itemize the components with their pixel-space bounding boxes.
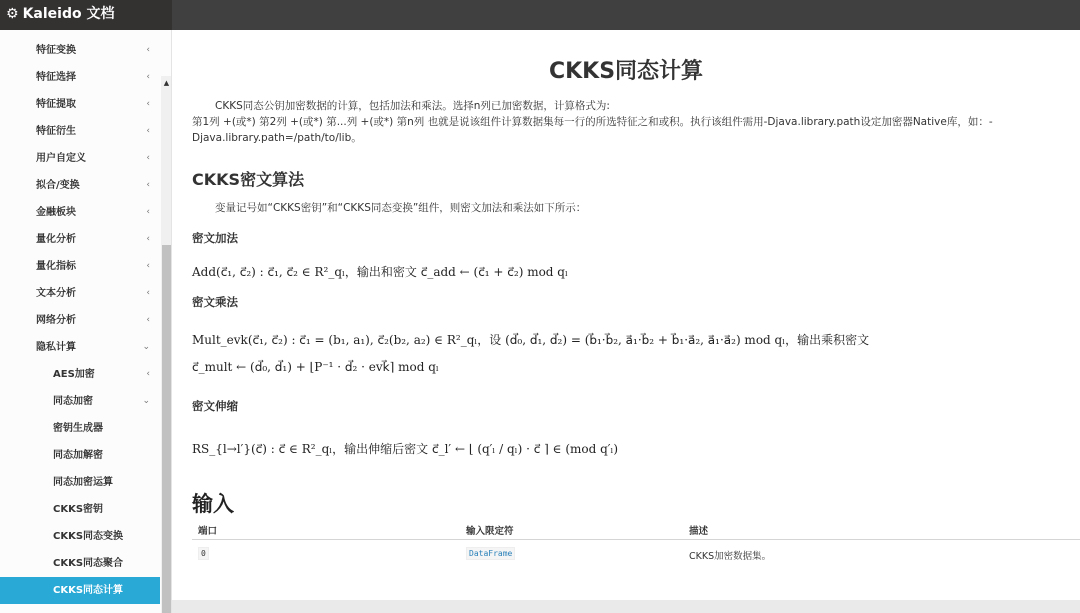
- sidebar-item-label: 拟合/变换: [36, 180, 80, 191]
- page-title: CKKS同态计算: [548, 59, 704, 84]
- chevron-left-icon: ‹: [146, 288, 150, 298]
- sidebar-item[interactable]: [0, 523, 160, 550]
- brand-label: Kaleido 文档: [22, 6, 115, 22]
- sidebar-item[interactable]: [0, 64, 160, 91]
- sidebar-item-label: AES加密: [53, 369, 95, 380]
- intro-paragraph-line-3: Djava.library.path=/path/to/lib。: [192, 132, 362, 144]
- chevron-left-icon: ‹: [146, 234, 150, 244]
- sidebar-item[interactable]: [0, 442, 160, 469]
- chevron-left-icon: ‹: [146, 99, 150, 109]
- chevron-left-icon: ‹: [146, 369, 150, 379]
- chevron-left-icon: ‹: [146, 261, 150, 271]
- sidebar-nav: [0, 30, 172, 613]
- table-header-divider: [192, 539, 1080, 540]
- sidebar-item[interactable]: [0, 37, 160, 64]
- table-cell-description: CKKS加密数据集。: [689, 551, 772, 562]
- sidebar-item[interactable]: [0, 388, 160, 415]
- sidebar-item[interactable]: [0, 118, 160, 145]
- main-content: [172, 30, 1080, 600]
- chevron-left-icon: ‹: [146, 72, 150, 82]
- sidebar-item[interactable]: [0, 145, 160, 172]
- sidebar-item[interactable]: [0, 415, 160, 442]
- table-header-description: 描述: [689, 526, 709, 537]
- sidebar-item[interactable]: [0, 253, 160, 280]
- heading-cipher-mult: 密文乘法: [192, 295, 238, 309]
- scroll-up-arrow-icon[interactable]: ▲: [163, 79, 170, 87]
- chevron-left-icon: ‹: [146, 153, 150, 163]
- sidebar-item[interactable]: [0, 550, 160, 577]
- sidebar-item[interactable]: [0, 91, 160, 118]
- chevron-left-icon: ‹: [146, 315, 150, 325]
- section-heading-algorithm: CKKS密文算法: [192, 170, 305, 189]
- chevron-down-icon: ⌄: [142, 342, 150, 352]
- sidebar-item[interactable]: [0, 199, 160, 226]
- sidebar-item[interactable]: [0, 361, 160, 388]
- footer-strip: [172, 600, 1080, 613]
- sidebar-item[interactable]: [0, 280, 160, 307]
- sidebar-item-label: 密钥生成器: [53, 423, 103, 434]
- sidebar-item-label: 特征提取: [36, 99, 76, 110]
- sidebar-item-label: 量化分析: [36, 234, 76, 245]
- sidebar-item[interactable]: [0, 226, 160, 253]
- table-header-port: 端口: [198, 526, 218, 537]
- sidebar-item[interactable]: [0, 496, 160, 523]
- sidebar-item[interactable]: [0, 334, 160, 361]
- sidebar-item-label: 特征变换: [36, 45, 76, 56]
- sidebar-item-label: 同态加密: [53, 396, 93, 407]
- table-cell-port: 0: [198, 548, 209, 559]
- chevron-left-icon: ‹: [146, 180, 150, 190]
- chevron-left-icon: ‹: [146, 126, 150, 136]
- brand-link[interactable]: [0, 0, 172, 30]
- sidebar-item-label: CKKS同态变换: [53, 531, 124, 542]
- formula-rescale: RS_{l→l′}(c⃗) : c⃗ ∈ R²_qₗ，输出伸缩后密文 c⃗_l′ ← ⌊ (q′ₗ / qₗ) · c⃗ ⌉ ∈ (mod q′ₗ): [192, 442, 619, 456]
- gear-icon: ⚙: [6, 6, 19, 22]
- sidebar-item-label: 文本分析: [36, 288, 76, 299]
- intro-paragraph-line-2: 第1列 +(或*) 第2列 +(或*) 第...列 +(或*) 第n列 也就是说该组件计算数据集每一行的所选特征之和或积。执行该组件需用-Djava.library.path设定加密器Native库，如：-: [192, 116, 993, 128]
- sidebar-scrollbar-thumb[interactable]: [162, 245, 171, 613]
- formula-add: Add(c⃗₁, c⃗₂) : c⃗₁, c⃗₂ ∈ R²_qₗ，输出和密文 c⃗_add ← (c⃗₁ + c⃗₂) mod qₗ: [192, 265, 568, 279]
- sidebar-item-label: CKKS同态计算: [53, 585, 124, 596]
- formula-mult-1: Mult_evk(c⃗₁, c⃗₂) : c⃗₁ = (b₁, a₁), c⃗₂(b₂, a₂) ∈ R²_qₗ，设 (d⃗₀, d⃗₁, d⃗₂) = (b⃗₁·b⃗₂, a⃗₁·b⃗₂ + b⃗₁·a⃗₂, a⃗₁·a⃗₂) mod qₗ，输出乘积密文: [192, 333, 870, 347]
- sidebar-item[interactable]: [0, 469, 160, 496]
- sidebar-item-label: CKKS同态聚合: [53, 558, 124, 569]
- heading-cipher-add: 密文加法: [192, 231, 238, 245]
- sidebar-item-label: 量化指标: [36, 261, 76, 272]
- sidebar-item-label: 网络分析: [36, 315, 76, 326]
- chevron-left-icon: ‹: [146, 207, 150, 217]
- chevron-down-icon: ⌄: [142, 396, 150, 406]
- sidebar-item-label: 金融板块: [36, 207, 76, 218]
- sidebar-item[interactable]: [0, 307, 160, 334]
- sidebar-item-label: 隐私计算: [36, 342, 76, 353]
- sidebar-item[interactable]: [0, 172, 160, 199]
- table-header-qualifier: 输入限定符: [466, 526, 514, 537]
- heading-cipher-rescale: 密文伸缩: [192, 399, 238, 413]
- formula-mult-2: c⃗_mult ← (d⃗₀, d⃗₁) + ⌊P⁻¹ · d⃗₂ · evk⃗⌉ mod qₗ: [192, 360, 439, 374]
- sidebar-item-label: 用户自定义: [36, 153, 86, 164]
- algorithm-intro: 变量记号如“CKKS密钥”和“CKKS同态变换”组件，则密文加法和乘法如下所示：: [215, 202, 587, 214]
- table-cell-qualifier: DataFrame: [466, 548, 515, 559]
- sidebar-item-label: 同态加解密: [53, 450, 103, 461]
- sidebar-item-label: 特征衍生: [36, 126, 76, 137]
- sidebar-item[interactable]: [0, 577, 160, 604]
- intro-paragraph-line-1: CKKS同态公钥加密数据的计算，包括加法和乘法。选择n列已加密数据，计算格式为:: [215, 100, 610, 112]
- sidebar-item-label: 特征选择: [36, 72, 76, 83]
- sidebar-item-label: 同态加密运算: [53, 477, 113, 488]
- sidebar-item-label: CKKS密钥: [53, 504, 104, 515]
- section-heading-input: 输入: [192, 492, 234, 516]
- chevron-left-icon: ‹: [146, 45, 150, 55]
